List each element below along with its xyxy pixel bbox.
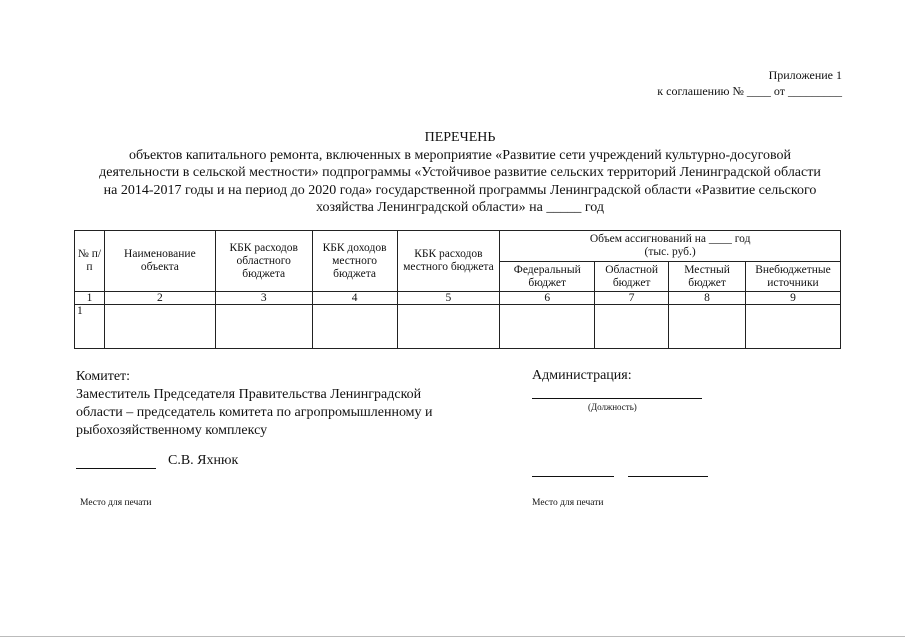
objects-table	[74, 230, 841, 349]
header-regional-budget: Областной бюджет	[595, 262, 669, 292]
column-number: 8	[669, 292, 746, 305]
row-cell	[397, 305, 500, 349]
header-volume	[500, 231, 841, 262]
page-bottom-rule	[0, 636, 905, 637]
heading-line-1: объектов капитального ремонта, включенных в мероприятие «Развитие сети учреждений культурно-досуговой	[128, 147, 792, 163]
header-kbk-expenses: КБК расходов областного бюджета	[215, 231, 312, 292]
committee-label: Комитет:	[76, 369, 131, 384]
row-cell	[104, 305, 215, 349]
row-cell	[669, 305, 746, 349]
administration-signature-line	[532, 476, 614, 477]
committee-block	[76, 368, 496, 440]
appendix-header	[657, 67, 842, 99]
heading-line-4: хозяйства Ленинградской области» на _____ год	[316, 200, 604, 215]
row-cell	[595, 305, 669, 349]
appendix-title: Приложение 1	[768, 68, 842, 82]
header-kbk-income: КБК доходов местного бюджета	[312, 231, 397, 292]
header-number: № п/п	[75, 231, 105, 292]
heading-line-3: на 2014-2017 годы и на период до 2020 года» государственной программы Ленинградской области «Развитие сельского	[103, 182, 817, 198]
committee-role-line-2: области – председатель комитета по агропромышленному и	[76, 405, 433, 420]
header-volume-line1: Объем ассигнований на ____ год	[589, 233, 751, 245]
column-number: 3	[215, 292, 312, 305]
header-local-budget: Местный бюджет	[669, 262, 746, 292]
position-line	[532, 398, 702, 399]
column-number: 6	[500, 292, 595, 305]
document-heading	[60, 129, 860, 217]
column-numbers-row	[75, 292, 841, 305]
committee-role-line-1: Заместитель Председателя Правительства Ленинградской	[76, 387, 422, 402]
row-cell	[746, 305, 841, 349]
column-number: 7	[595, 292, 669, 305]
column-number: 9	[746, 292, 841, 305]
column-number: 2	[104, 292, 215, 305]
header-federal-budget: Федеральный бюджет	[500, 262, 595, 292]
committee-role-line-3: рыбохозяйственному комплексу	[76, 423, 268, 438]
table-row	[75, 305, 841, 349]
header-volume-line2: (тыс. руб.)	[644, 246, 696, 258]
committee-signature	[76, 453, 238, 469]
document-title: ПЕРЕЧЕНЬ	[424, 130, 496, 145]
heading-line-2: деятельности в сельской местности» подпрограммы «Устойчивое развитие сельских территорий Ленинградской области	[99, 165, 821, 180]
column-number: 4	[312, 292, 397, 305]
position-label: (Должность)	[588, 402, 637, 412]
header-kbk-local: КБК расходов местного бюджета	[397, 231, 500, 292]
signature-line	[76, 468, 156, 469]
row-number: 1	[75, 305, 105, 349]
administration-name-line	[628, 476, 708, 477]
row-cell	[215, 305, 312, 349]
appendix-agreement: к соглашению № ____ от _________	[657, 84, 842, 98]
column-number: 5	[397, 292, 500, 305]
administration-label: Администрация:	[532, 368, 632, 383]
column-number: 1	[75, 292, 105, 305]
signer-name: С.В. Яхнюк	[168, 453, 239, 468]
committee-stamp-place: Место для печати	[80, 498, 152, 508]
header-object-name: Наименование объекта	[104, 231, 215, 292]
row-cell	[500, 305, 595, 349]
administration-stamp-place: Место для печати	[532, 498, 604, 508]
header-extra-budget: Внебюджетные источники	[746, 262, 841, 292]
row-cell	[312, 305, 397, 349]
